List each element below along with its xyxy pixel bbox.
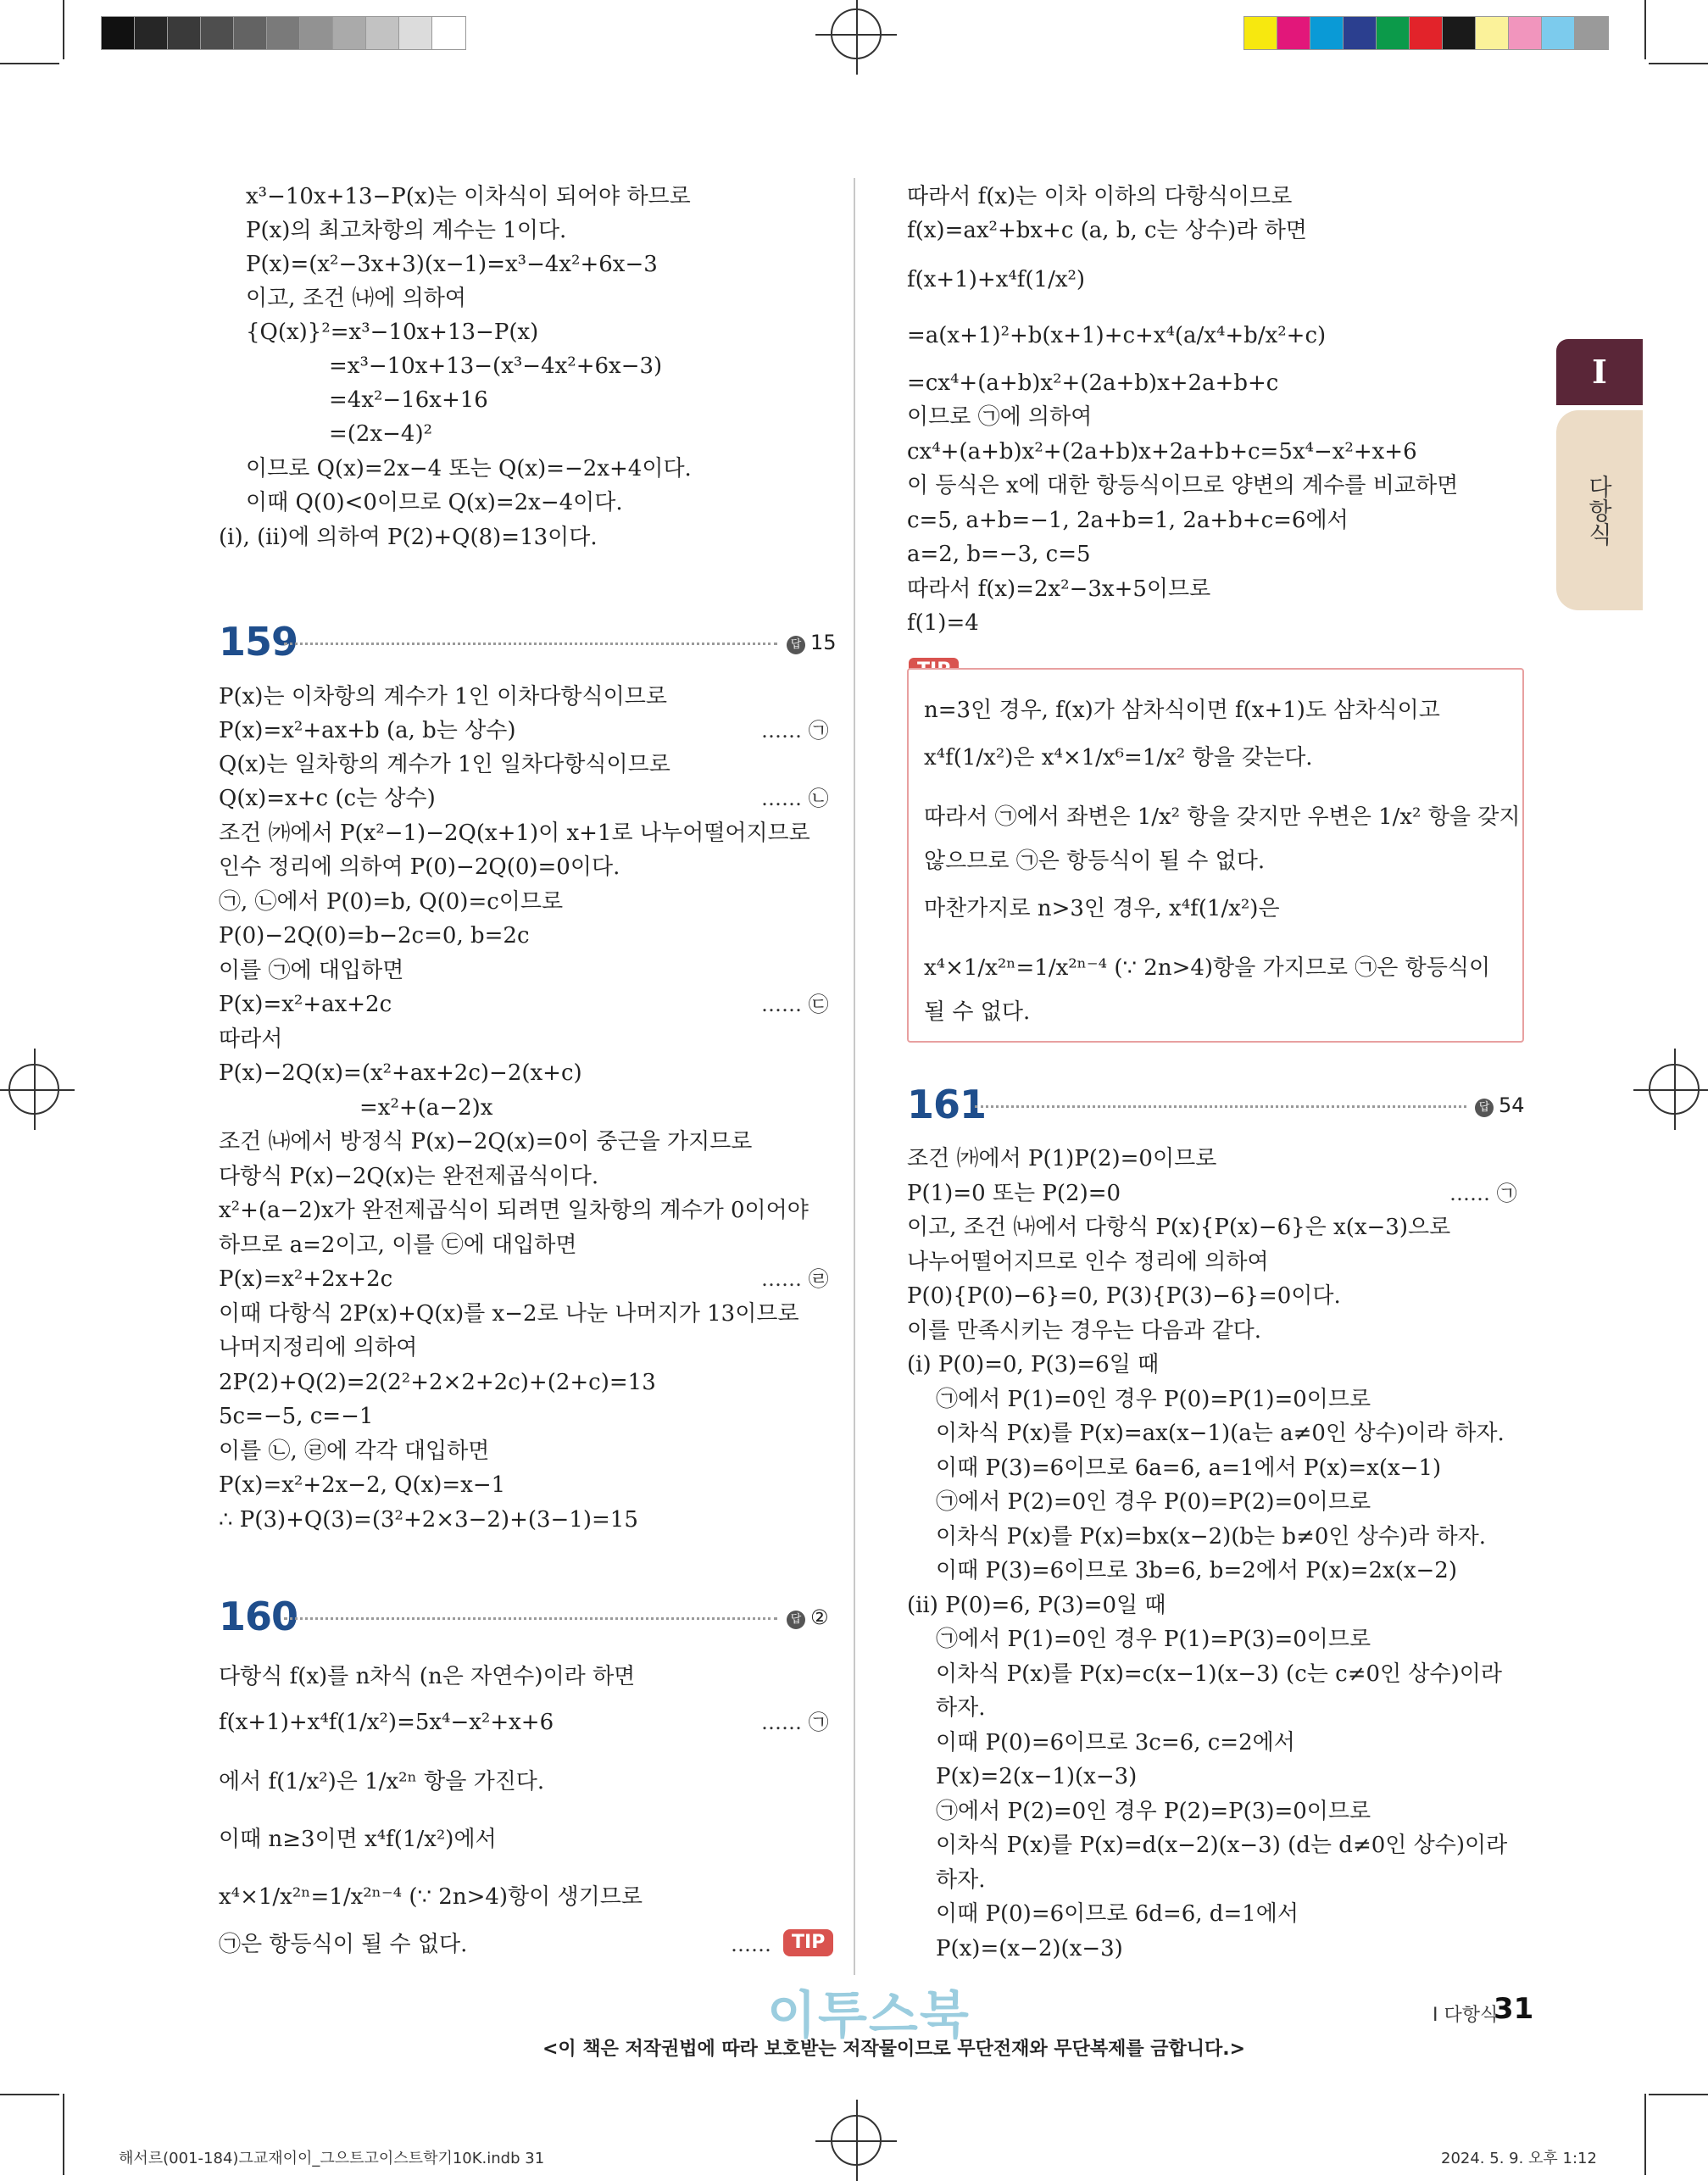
color-bar-left bbox=[102, 17, 465, 49]
solution-line: 이때 P(0)=6이므로 6d=6, d=1에서 bbox=[936, 1901, 1299, 1927]
solution-line: ㉠에서 P(1)=0인 경우 P(0)=P(1)=0이므로 bbox=[936, 1387, 1371, 1412]
solution-line: 이때 n≥3이면 x⁴f(1/x²)에서 bbox=[219, 1827, 497, 1852]
solution-line: ㉠은 항등식이 될 수 없다. bbox=[219, 1932, 468, 1957]
solution-line: P(x)=x²+ax+2c bbox=[219, 992, 392, 1017]
crop-mark bbox=[0, 2094, 59, 2095]
solution-line: 다항식 f(x)를 n차식 (n은 자연수)이라 하면 bbox=[219, 1664, 636, 1689]
answer-icon: 답 bbox=[787, 636, 805, 654]
solution-line: Q(x)=x+c (c는 상수) bbox=[219, 786, 436, 811]
solution-line: 5c=−5, c=−1 bbox=[219, 1404, 374, 1429]
color-swatch bbox=[1542, 17, 1575, 49]
solution-line: ∴ P(3)+Q(3)=(3²+2×3−2)+(3−1)=15 bbox=[219, 1507, 638, 1533]
solution-line: 이를 ㉠에 대입하면 bbox=[219, 958, 404, 983]
solution-line: f(x+1)+x⁴f(1/x²) bbox=[907, 267, 1086, 292]
crop-mark bbox=[1649, 2094, 1708, 2095]
solution-line: 에서 f(1/x²)은 1/x²ⁿ 항을 가진다. bbox=[219, 1769, 545, 1794]
answer-value: 15 bbox=[810, 631, 837, 654]
solution-line: 이를 ㉡, ㉣에 각각 대입하면 bbox=[219, 1438, 490, 1464]
tip-reference-tag: TIP bbox=[783, 1929, 833, 1956]
solution-line: x²+(a−2)x가 완전제곱식이 되려면 일차항의 계수가 0이어야 bbox=[219, 1198, 809, 1223]
solution-line: =x²+(a−2)x bbox=[359, 1095, 493, 1121]
solution-line: 하자. bbox=[936, 1867, 986, 1893]
color-swatch bbox=[432, 17, 465, 49]
equation-tag: …… ㉣ bbox=[761, 1267, 829, 1291]
color-swatch bbox=[168, 17, 201, 49]
crop-mark bbox=[1649, 63, 1708, 64]
solution-line: P(x)=(x²−3x+3)(x−1)=x³−4x²+6x−3 bbox=[246, 252, 658, 277]
solution-line: P(x)=x²+2x−2, Q(x)=x−1 bbox=[219, 1472, 506, 1498]
copyright-notice: <이 책은 저작권법에 따라 보호받는 저작물이므로 무단전재와 무단복제를 금합니다.> bbox=[542, 2039, 1246, 2060]
dotted-leader bbox=[284, 643, 777, 645]
solution-line: cx⁴+(a+b)x²+(2a+b)x+2a+b+c=5x⁴−x²+x+6 bbox=[907, 439, 1417, 465]
solution-line: x⁴×1/x²ⁿ=1/x²ⁿ⁻⁴ (∵ 2n>4)항이 생기므로 bbox=[219, 1884, 643, 1910]
color-swatch bbox=[399, 17, 432, 49]
solution-line: 따라서 f(x)=2x²−3x+5이므로 bbox=[907, 576, 1211, 602]
answer-icon: 답 bbox=[787, 1611, 805, 1629]
solution-line: (ⅰ) P(0)=0, P(3)=6일 때 bbox=[907, 1352, 1160, 1377]
solution-line: P(1)=0 또는 P(2)=0 bbox=[907, 1181, 1121, 1206]
solution-line: P(0)−2Q(0)=b−2c=0, b=2c bbox=[219, 923, 530, 949]
solution-line: 이차식 P(x)를 P(x)=ax(x−1)(a는 a≠0인 상수)이라 하자. bbox=[936, 1421, 1505, 1446]
solution-line: =cx⁴+(a+b)x²+(2a+b)x+2a+b+c bbox=[907, 370, 1279, 396]
publisher-logo: 이투스북 bbox=[767, 1986, 971, 2045]
color-swatch bbox=[366, 17, 399, 49]
solution-line: P(x)의 최고차항의 계수는 1이다. bbox=[246, 218, 567, 243]
dotted-leader bbox=[284, 1617, 777, 1620]
dotted-leader bbox=[975, 1105, 1466, 1108]
color-swatch bbox=[1344, 17, 1377, 49]
solution-line: =4x²−16x+16 bbox=[329, 387, 488, 413]
solution-line: c=5, a+b=−1, 2a+b=1, 2a+b+c=6에서 bbox=[907, 508, 1349, 533]
solution-line: ㉠, ㉡에서 P(0)=b, Q(0)=c이므로 bbox=[219, 889, 564, 915]
color-swatch bbox=[201, 17, 234, 49]
problem-number: 159 bbox=[219, 619, 298, 665]
tip-line: n=3인 경우, f(x)가 삼차식이면 f(x+1)도 삼차식이고 bbox=[924, 698, 1440, 723]
answer-icon: 답 bbox=[1475, 1099, 1494, 1117]
crop-mark bbox=[63, 0, 64, 59]
color-swatch bbox=[1575, 17, 1608, 49]
tip-line: 될 수 없다. bbox=[924, 999, 1031, 1025]
equation-tag: …… ㉠ bbox=[761, 1711, 829, 1734]
solution-line: (ⅰ), (ⅱ)에 의하여 P(2)+Q(8)=13이다. bbox=[219, 525, 598, 550]
solution-line: 따라서 bbox=[219, 1027, 283, 1052]
tip-line: x⁴×1/x²ⁿ=1/x²ⁿ⁻⁴ (∵ 2n>4)항을 가지므로 ㉠은 항등식이 bbox=[924, 955, 1491, 981]
solution-line: 이때 다항식 2P(x)+Q(x)를 x−2로 나눈 나머지가 13이므로 bbox=[219, 1301, 799, 1327]
solution-line: 다항식 P(x)−2Q(x)는 완전제곱식이다. bbox=[219, 1164, 599, 1189]
problem-number: 161 bbox=[907, 1082, 987, 1127]
solution-line: a=2, b=−3, c=5 bbox=[907, 542, 1091, 567]
solution-line: 이므로 ㉠에 의하여 bbox=[907, 404, 1093, 430]
answer bbox=[787, 631, 837, 654]
solution-line: ㉠에서 P(1)=0인 경우 P(1)=P(3)=0이므로 bbox=[936, 1627, 1371, 1652]
color-swatch bbox=[1443, 17, 1476, 49]
color-swatch bbox=[1244, 17, 1277, 49]
solution-line: P(0){P(0)−6}=0, P(3){P(3)−6}=0이다. bbox=[907, 1283, 1341, 1309]
solution-line: P(x)=(x−2)(x−3) bbox=[936, 1936, 1123, 1961]
color-swatch bbox=[234, 17, 267, 49]
equation-tag: …… ㉢ bbox=[761, 993, 829, 1016]
solution-line: 조건 ㈎에서 P(x²−1)−2Q(x+1)이 x+1로 나누어떨어지므로 bbox=[219, 821, 810, 846]
solution-line: x³−10x+13−P(x)는 이차식이 되어야 하므로 bbox=[246, 184, 691, 209]
solution-line: 이므로 Q(x)=2x−4 또는 Q(x)=−2x+4이다. bbox=[246, 456, 692, 481]
page-number: 31 bbox=[1494, 1992, 1534, 2026]
color-bar-right bbox=[1244, 17, 1608, 49]
solution-line: f(x)=ax²+bx+c (a, b, c는 상수)라 하면 bbox=[907, 218, 1307, 243]
solution-line: 이 등식은 x에 대한 항등식이므로 양변의 계수를 비교하면 bbox=[907, 473, 1459, 498]
answer-value: ② bbox=[810, 1605, 829, 1629]
column-divider bbox=[854, 178, 855, 1975]
color-swatch bbox=[333, 17, 366, 49]
tip-line: x⁴f(1/x²)은 x⁴×1/x⁶=1/x² 항을 갖는다. bbox=[924, 745, 1313, 771]
solution-line: 이차식 P(x)를 P(x)=bx(x−2)(b는 b≠0인 상수)라 하자. bbox=[936, 1524, 1487, 1550]
solution-line: 이차식 P(x)를 P(x)=d(x−2)(x−3) (d는 d≠0인 상수)이라 bbox=[936, 1833, 1508, 1858]
solution-line: f(x+1)+x⁴f(1/x²)=5x⁴−x²+x+6 bbox=[219, 1710, 554, 1735]
color-swatch bbox=[1476, 17, 1509, 49]
registration-mark-top bbox=[831, 8, 882, 59]
equation-tag: …… ㉡ bbox=[761, 787, 829, 810]
solution-line: f(1)=4 bbox=[907, 610, 979, 636]
solution-line: Q(x)는 일차항의 계수가 1인 일차다항식이므로 bbox=[219, 752, 670, 777]
color-swatch bbox=[135, 17, 168, 49]
color-swatch bbox=[1509, 17, 1542, 49]
solution-line: {Q(x)}²=x³−10x+13−P(x) bbox=[246, 320, 539, 345]
print-timestamp: 2024. 5. 9. 오후 1:12 bbox=[1441, 2150, 1597, 2167]
crop-mark bbox=[0, 63, 59, 64]
solution-line: 인수 정리에 의하여 P(0)−2Q(0)=0이다. bbox=[219, 854, 620, 880]
solution-line: ㉠에서 P(2)=0인 경우 P(2)=P(3)=0이므로 bbox=[936, 1799, 1371, 1824]
solution-line: 2P(2)+Q(2)=2(2²+2×2+2c)+(2+c)=13 bbox=[219, 1370, 656, 1395]
solution-line: P(x)는 이차항의 계수가 1인 이차다항식이므로 bbox=[219, 684, 668, 709]
color-swatch bbox=[1310, 17, 1344, 49]
color-swatch bbox=[1410, 17, 1443, 49]
solution-line: 나머지정리에 의하여 bbox=[219, 1335, 418, 1360]
problem-number: 160 bbox=[219, 1594, 298, 1639]
chapter-tab-label: 다항식 bbox=[1585, 475, 1613, 546]
tip-line: 따라서 ㉠에서 좌변은 1/x² 항을 갖지만 우변은 1/x² 항을 갖지 bbox=[924, 804, 1521, 830]
solution-line: (ⅱ) P(0)=6, P(3)=0일 때 bbox=[907, 1593, 1166, 1618]
solution-line: 조건 ㈎에서 P(1)P(2)=0이므로 bbox=[907, 1146, 1217, 1171]
answer-value: 54 bbox=[1499, 1093, 1525, 1117]
crop-mark bbox=[1644, 2094, 1646, 2175]
solution-line: 나누어떨어지므로 인수 정리에 의하여 bbox=[907, 1249, 1269, 1275]
chapter-tab-number: Ⅰ bbox=[1556, 339, 1643, 405]
answer bbox=[787, 1605, 829, 1629]
solution-line: 이를 만족시키는 경우는 다음과 같다. bbox=[907, 1318, 1262, 1344]
file-name: 해서르(001-184)그교재이이_그으트고이스트학기10K.indb 31 bbox=[119, 2150, 545, 2167]
solution-line: 이때 P(3)=6이므로 3b=6, b=2에서 P(x)=2x(x−2) bbox=[936, 1558, 1457, 1583]
equation-tag: …… ㉠ bbox=[761, 719, 829, 743]
crop-mark bbox=[63, 2094, 64, 2175]
solution-line: 이때 Q(0)<0이므로 Q(x)=2x−4이다. bbox=[246, 490, 623, 515]
solution-line: 따라서 f(x)는 이차 이하의 다항식이므로 bbox=[907, 184, 1293, 209]
solution-line: 이고, 조건 ㈏에서 다항식 P(x){P(x)−6}은 x(x−3)으로 bbox=[907, 1215, 1451, 1240]
solution-line: 하자. bbox=[936, 1695, 986, 1721]
solution-line: ㉠에서 P(2)=0인 경우 P(0)=P(2)=0이므로 bbox=[936, 1489, 1371, 1515]
solution-line: P(x)=x²+ax+b (a, b는 상수) bbox=[219, 718, 516, 743]
solution-line: 이차식 P(x)를 P(x)=c(x−1)(x−3) (c는 c≠0인 상수)이라 bbox=[936, 1661, 1503, 1687]
color-swatch bbox=[102, 17, 135, 49]
equation-tag: …… ㉠ bbox=[1449, 1182, 1517, 1205]
tip-line: 않으므로 ㉠은 항등식이 될 수 없다. bbox=[924, 848, 1266, 874]
solution-line: =(2x−4)² bbox=[329, 421, 433, 447]
crop-mark bbox=[1644, 0, 1646, 59]
solution-line: 하므로 a=2이고, 이를 ㉢에 대입하면 bbox=[219, 1232, 577, 1258]
solution-line: 조건 ㈏에서 방정식 P(x)−2Q(x)=0이 중근을 가지므로 bbox=[219, 1129, 753, 1154]
solution-line: P(x)−2Q(x)=(x²+ax+2c)−2(x+c) bbox=[219, 1060, 582, 1086]
chapter-running-label: Ⅰ 다항식 bbox=[1433, 2005, 1499, 2026]
solution-line: P(x)=2(x−1)(x−3) bbox=[936, 1764, 1138, 1789]
solution-line: 이고, 조건 ㈏에 의하여 bbox=[246, 286, 466, 311]
registration-mark-left bbox=[8, 1064, 59, 1115]
tip-reference-dots: …… bbox=[731, 1933, 771, 1956]
solution-line: =x³−10x+13−(x³−4x²+6x−3) bbox=[329, 353, 663, 379]
solution-line: =a(x+1)²+b(x+1)+c+x⁴(a/x⁴+b/x²+c) bbox=[907, 323, 1327, 348]
color-swatch bbox=[1377, 17, 1410, 49]
registration-mark-bottom bbox=[831, 2115, 882, 2166]
solution-line: 이때 P(0)=6이므로 3c=6, c=2에서 bbox=[936, 1730, 1295, 1755]
color-swatch bbox=[300, 17, 333, 49]
tip-line: 마찬가지로 n>3인 경우, x⁴f(1/x²)은 bbox=[924, 896, 1280, 921]
color-swatch bbox=[267, 17, 300, 49]
registration-mark-right bbox=[1649, 1064, 1700, 1115]
answer bbox=[1475, 1093, 1525, 1117]
solution-line: P(x)=x²+2x+2c bbox=[219, 1266, 393, 1292]
color-swatch bbox=[1277, 17, 1310, 49]
solution-line: 이때 P(3)=6이므로 6a=6, a=1에서 P(x)=x(x−1) bbox=[936, 1455, 1442, 1481]
